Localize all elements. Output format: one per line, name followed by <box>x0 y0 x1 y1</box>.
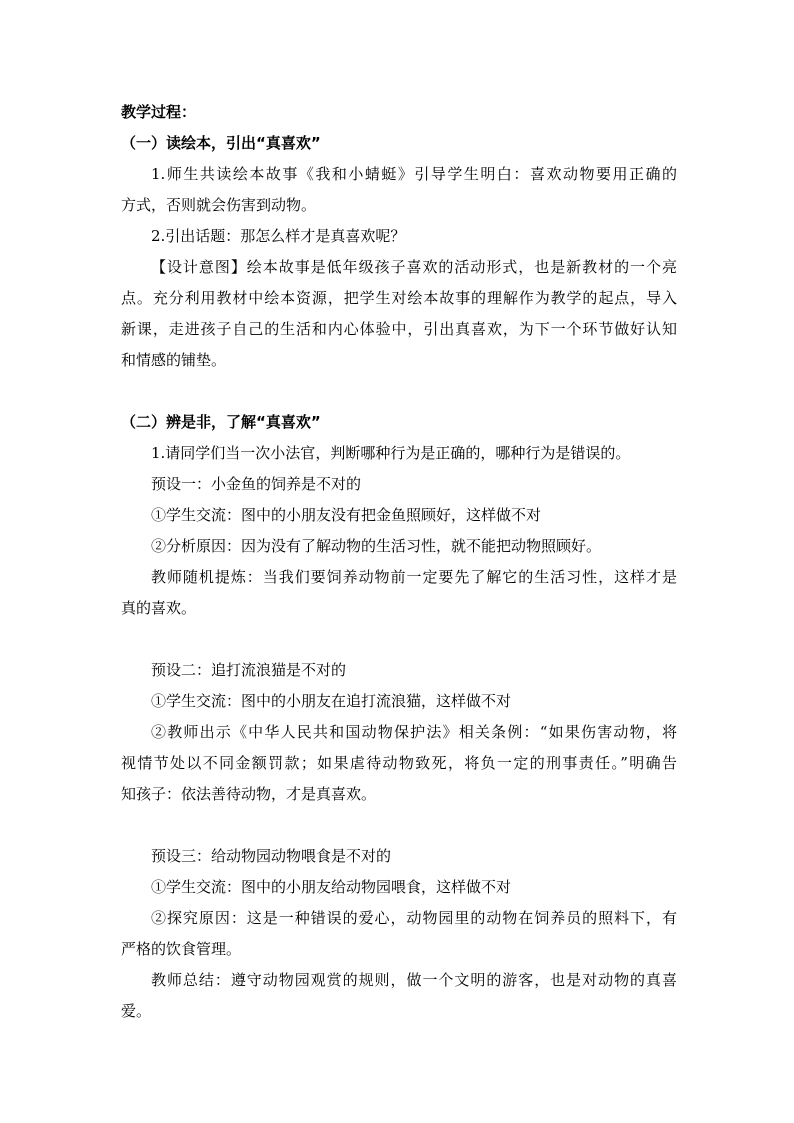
design-intent-line3: 新课，走进孩子自己的生活和内心体验中，引出真喜欢，为下一个环节做好认知 <box>121 320 677 338</box>
section2-p1: 1.请同学们当一次小法官，判断哪种行为是正确的，哪种行为是错误的。 <box>151 444 631 462</box>
preset2-item2-line3: 知孩子：依法善待动物，才是真喜欢。 <box>121 785 377 803</box>
preset2-item2-line2: 视情节处以不同金额罚款；如果虐待动物致死，将负一定的刑事责任。”明确告 <box>121 754 677 772</box>
preset3-summary-line2: 爱。 <box>121 1002 152 1020</box>
preset3-title: 预设三：给动物园动物喂食是不对的 <box>151 847 392 865</box>
preset1-summary-line1: 教师随机提炼：当我们要饲养动物前一定要先了解它的生活习性，这样才是 <box>151 568 677 586</box>
spacer <box>121 810 677 841</box>
preset3-summary-line1: 教师总结：遵守动物园观赏的规则，做一个文明的游客，也是对动物的真喜 <box>151 971 677 989</box>
spacer <box>121 376 677 407</box>
design-intent-line1: 【设计意图】绘本故事是低年级孩子喜欢的活动形式，也是新教材的一个亮 <box>151 258 677 276</box>
section1-p1-line2: 方式，否则就会伤害到动物。 <box>121 196 317 214</box>
preset1-item2: ②分析原因：因为没有了解动物的生活习性，就不能把动物照顾好。 <box>151 537 602 555</box>
preset3-item1: ①学生交流：图中的小朋友给动物园喂食，这样做不对 <box>151 878 512 896</box>
preset2-item2-line1: ②教师出示《中华人民共和国动物保护法》相关条例：“如果伤害动物，将 <box>151 723 677 741</box>
section1-p1-line1: 1.师生共读绘本故事《我和小蜻蜓》引导学生明白：喜欢动物要用正确的 <box>151 165 677 183</box>
design-intent-line2: 点。充分利用教材中绘本资源，把学生对绘本故事的理解作为教学的起点，导入 <box>121 289 677 307</box>
preset1-title: 预设一：小金鱼的饲养是不对的 <box>151 475 362 493</box>
section1-p2: 2.引出话题：那怎么样才是真喜欢呢？ <box>151 227 406 245</box>
section1-heading: （一）读绘本，引出“真喜欢” <box>121 134 321 152</box>
doc-title: 教学过程： <box>121 103 197 121</box>
preset1-item1: ①学生交流：图中的小朋友没有把金鱼照顾好，这样做不对 <box>151 506 542 524</box>
document-page <box>121 97 677 1027</box>
design-intent-line4: 和情感的铺垫。 <box>121 351 227 369</box>
spacer <box>121 624 677 655</box>
preset2-item1: ①学生交流：图中的小朋友在追打流浪猫，这样做不对 <box>151 692 512 710</box>
preset2-title: 预设二：追打流浪猫是不对的 <box>151 661 347 679</box>
section2-heading: （二）辨是非，了解“真喜欢” <box>121 413 321 431</box>
preset3-item2-line1: ②探究原因：这是一种错误的爱心，动物园里的动物在饲养员的照料下，有 <box>151 909 677 927</box>
preset1-summary-line2: 真的喜欢。 <box>121 599 197 617</box>
preset3-item2-line2: 严格的饮食管理。 <box>121 940 242 958</box>
